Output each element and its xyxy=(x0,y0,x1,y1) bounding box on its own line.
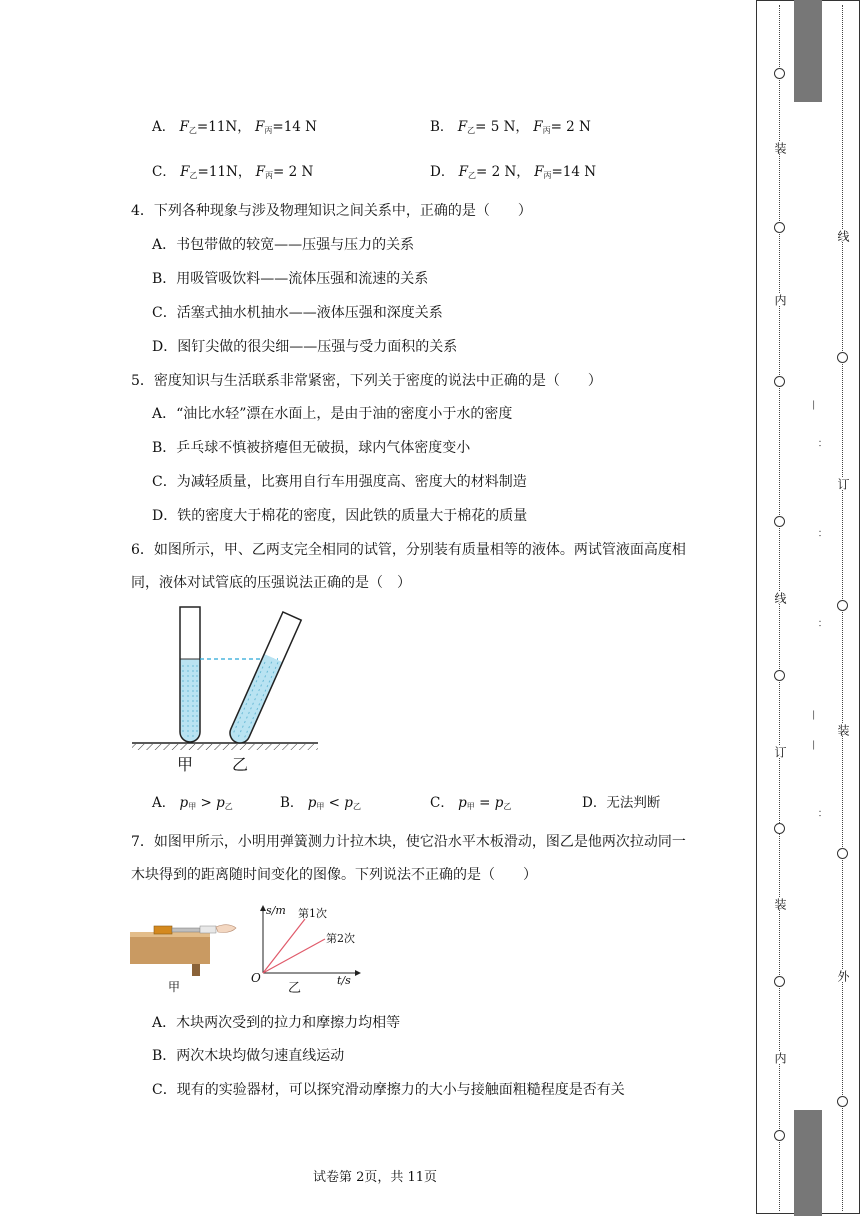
info-mark: ： xyxy=(810,440,821,449)
circle-icon xyxy=(837,600,848,611)
info-mark: ： xyxy=(810,620,821,629)
pressure-symbol: p xyxy=(458,795,467,811)
binding-label: 装 xyxy=(773,898,787,910)
subscript: 丙 xyxy=(264,126,273,135)
value: = 2 N xyxy=(273,164,314,180)
force-symbol: F xyxy=(179,119,189,135)
binding-label: 内 xyxy=(773,1052,787,1064)
q5-option-a[interactable]: A．“油比水轻”漂在水面上，是由于油的密度小于水的密度 xyxy=(152,406,513,422)
subscript: 乙 xyxy=(188,126,197,135)
value: = 5 N， xyxy=(475,119,529,135)
q6-stem-line1: 6．如图所示，甲、乙两支完全相同的试管，分别装有质量相等的液体。两试管液面高度相 xyxy=(131,542,686,558)
binding-label: 外 xyxy=(836,970,850,982)
circle-icon xyxy=(774,516,785,527)
axis-y-label: s/m xyxy=(266,904,286,917)
subscript: 甲 xyxy=(466,802,475,811)
q4-option-c[interactable]: C．活塞式抽水机抽水——液体压强和深度关系 xyxy=(152,305,443,321)
circle-icon xyxy=(774,1130,785,1141)
circle-icon xyxy=(774,376,785,387)
label-jia: 甲 xyxy=(177,755,194,774)
option-label: C． xyxy=(430,795,454,811)
q3-option-b[interactable] xyxy=(430,117,591,141)
subscript: 甲 xyxy=(188,802,197,811)
value: = 2 N， xyxy=(476,164,530,180)
gray-band-bottom xyxy=(794,1110,822,1216)
q6-option-b[interactable] xyxy=(280,793,361,817)
option-label: C． xyxy=(152,164,176,180)
subscript: 丙 xyxy=(542,126,551,135)
pressure-symbol: p xyxy=(344,795,353,811)
fig-label-yi: 乙 xyxy=(288,981,302,996)
pressure-symbol: p xyxy=(307,795,317,811)
option-label: A． xyxy=(152,795,176,811)
axis-x-label: t/s xyxy=(337,974,351,987)
info-mark: ： xyxy=(810,810,821,819)
pressure-symbol: p xyxy=(179,795,189,811)
circle-icon xyxy=(837,352,848,363)
value: =11N， xyxy=(196,119,251,135)
inner-cut-line xyxy=(779,5,780,1211)
q6-option-a[interactable] xyxy=(152,793,233,817)
q7-stem-line2: 木块得到的距离随时间变化的图像。下列说法不正确的是（ ） xyxy=(131,867,537,883)
subscript: 甲 xyxy=(316,802,325,811)
info-mark: — xyxy=(808,740,819,749)
force-symbol: F xyxy=(534,164,544,180)
pressure-symbol: p xyxy=(494,795,504,811)
binding-label: 装 xyxy=(836,724,850,736)
circle-icon xyxy=(837,1096,848,1107)
binding-label: 线 xyxy=(836,230,850,242)
info-mark: ： xyxy=(810,530,821,539)
q6-stem-line2: 同，液体对试管底的压强说法正确的是（ ） xyxy=(131,575,411,591)
info-mark: — xyxy=(808,400,819,409)
force-symbol: F xyxy=(255,119,265,135)
pressure-symbol: p xyxy=(216,795,225,811)
force-symbol: F xyxy=(533,119,543,135)
option-label: B． xyxy=(430,119,454,135)
q4-option-b[interactable]: B．用吸管吸饮料——流体压强和流速的关系 xyxy=(152,271,429,287)
q4-stem: 4．下列各种现象与涉及物理知识之间关系中，正确的是（ ） xyxy=(131,203,532,219)
circle-icon xyxy=(774,670,785,681)
operator: = xyxy=(474,795,495,811)
circle-icon xyxy=(774,68,785,79)
value: =14 N xyxy=(551,164,597,180)
line-first-trial xyxy=(263,919,305,973)
circle-icon xyxy=(774,976,785,987)
binding-label: 订 xyxy=(836,478,850,490)
q7-option-a[interactable]: A．木块两次受到的拉力和摩擦力均相等 xyxy=(152,1015,401,1031)
info-mark: — xyxy=(808,710,819,719)
value: =11N， xyxy=(197,164,252,180)
operator: > xyxy=(196,795,217,811)
subscript: 乙 xyxy=(467,126,476,135)
value: =14 N xyxy=(272,119,317,135)
second-trial-label: 第2次 xyxy=(326,932,355,945)
q3-option-d[interactable] xyxy=(430,162,596,186)
q5-stem: 5．密度知识与生活联系非常紧密，下列关于密度的说法中正确的是（ ） xyxy=(131,373,602,389)
operator: < xyxy=(324,795,345,811)
first-trial-label: 第1次 xyxy=(298,907,327,920)
q3-option-a[interactable] xyxy=(152,117,317,141)
binding-label: 订 xyxy=(773,746,787,758)
subscript: 乙 xyxy=(352,802,361,811)
option-label: D． xyxy=(430,164,455,180)
q7-stem-line1: 7．如图甲所示，小明用弹簧测力计拉木块，使它沿水平木板滑动，图乙是他两次拉动同一 xyxy=(131,834,686,850)
circle-icon xyxy=(774,823,785,834)
subscript: 乙 xyxy=(189,171,198,180)
force-symbol: F xyxy=(458,164,468,180)
q4-option-a[interactable]: A．书包带做的较宽——压强与压力的关系 xyxy=(152,237,415,253)
value: = 2 N xyxy=(550,119,591,135)
q5-option-c[interactable]: C．为减轻质量，比赛用自行车用强度高、密度大的材料制造 xyxy=(152,474,527,490)
q5-option-d[interactable]: D．铁的密度大于棉花的密度，因此铁的质量大于棉花的质量 xyxy=(152,508,528,524)
force-symbol: F xyxy=(457,119,468,135)
q5-option-b[interactable]: B．乒乓球不慎被挤瘪但无破损，球内气体密度变小 xyxy=(152,440,471,456)
circle-icon xyxy=(837,848,848,859)
force-symbol: F xyxy=(255,164,265,180)
gray-band-top xyxy=(794,0,822,102)
subscript: 乙 xyxy=(468,171,476,180)
binding-label: 线 xyxy=(773,592,787,604)
q7-option-b[interactable]: B．两次木块均做匀速直线运动 xyxy=(152,1048,345,1064)
option-label: B． xyxy=(280,795,304,811)
q3-option-c[interactable] xyxy=(152,162,313,186)
binding-margin xyxy=(756,0,860,1216)
q6-option-c[interactable] xyxy=(430,793,511,817)
subscript: 丙 xyxy=(265,171,273,180)
spring-scale-figure xyxy=(130,918,240,976)
subscript: 乙 xyxy=(503,802,512,811)
fig-label-jia: 甲 xyxy=(168,980,181,994)
binding-label: 内 xyxy=(773,294,787,306)
circle-icon xyxy=(774,222,785,233)
q4-option-d[interactable]: D．图钉尖做的很尖细——压强与受力面积的关系 xyxy=(152,339,458,355)
q6-option-d[interactable]: D．无法判断 xyxy=(582,795,661,811)
line-second-trial xyxy=(263,939,325,973)
test-tubes-figure xyxy=(130,605,320,780)
force-symbol: F xyxy=(180,164,190,180)
label-yi: 乙 xyxy=(232,755,249,774)
binding-label: 装 xyxy=(773,142,787,154)
option-label: A． xyxy=(152,119,176,135)
subscript: 丙 xyxy=(543,171,552,180)
page-footer: 试卷第 2页，共 11页 xyxy=(312,1170,438,1185)
q7-option-c[interactable]: C．现有的实验器材，可以探究滑动摩擦力的大小与接触面粗糙程度是否有关 xyxy=(152,1082,625,1098)
origin-label: O xyxy=(251,971,261,985)
subscript: 乙 xyxy=(224,802,233,811)
